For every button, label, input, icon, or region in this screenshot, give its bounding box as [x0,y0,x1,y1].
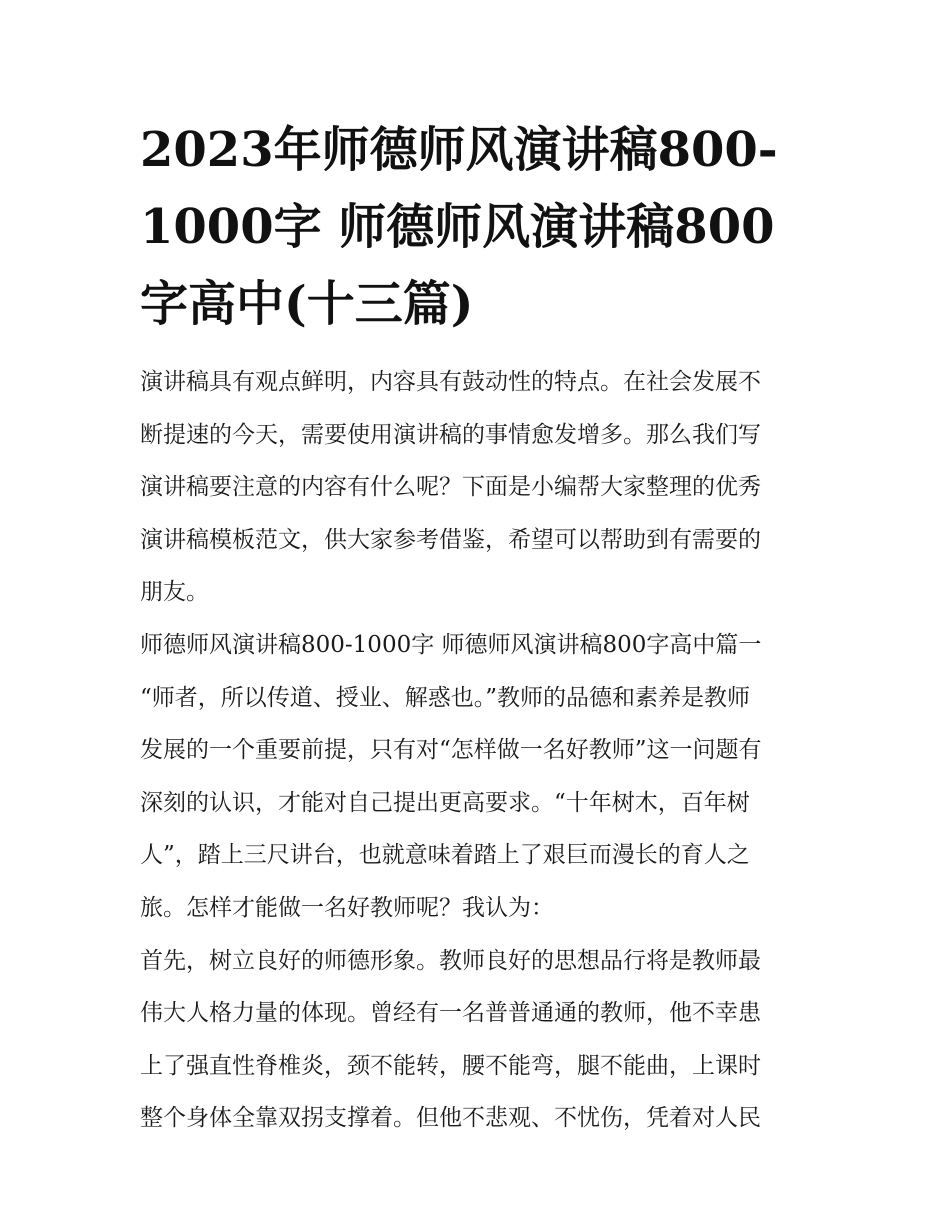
title-line-2: 1000字 师德师风演讲稿800 [140,199,775,255]
text-line: “师者，所以传道、授业、解惑也。”教师的品德和素养是教师 [140,684,751,711]
intro-paragraph [140,356,820,619]
title-line-1: 2023年师德师风演讲稿800- [140,122,778,178]
document-body [140,356,820,1145]
text-line: 深刻的认识，才能对自己提出更高要求。“十年树木，百年树 [140,789,750,816]
text-line: 发展的一个重要前提，只有对“怎样做一名好教师”这一问题有 [140,737,762,764]
text-line: 演讲稿具有观点鲜明，内容具有鼓动性的特点。在社会发展不 [140,369,761,395]
text-line: 首先，树立良好的师德形象。教师良好的思想品行将是教师最 [140,947,761,974]
body-paragraph-1 [140,672,820,935]
text-line: 旅。怎样才能做一名好教师呢？我认为： [140,894,554,921]
document-title [140,112,820,343]
text-line: 朋友。 [140,579,209,606]
text-line: 演讲稿要注意的内容有什么呢？下面是小编帮大家整理的优秀 [140,474,761,501]
body-paragraph-2 [140,935,820,1145]
text-line: 断提速的今天，需要使用演讲稿的事情愈发增多。那么我们写 [140,421,761,448]
section-heading: 师德师风演讲稿800-1000字 师德师风演讲稿800字高中篇一 [140,631,762,658]
text-line: 上了强直性脊椎炎，颈不能转，腰不能弯，腿不能曲，上课时 [140,1052,761,1079]
text-line: 整个身体全靠双拐支撑着。但他不悲观、不忧伤，凭着对人民 [140,1105,761,1132]
title-line-3: 字高中(十三篇) [140,276,474,332]
text-line: 演讲稿模板范文，供大家参考借鉴，希望可以帮助到有需要的 [140,526,761,553]
text-line: 人”，踏上三尺讲台，也就意味着踏上了艰巨而漫长的育人之 [140,842,750,869]
text-line: 伟大人格力量的体现。曾经有一名普普通通的教师，他不幸患 [140,1000,761,1027]
